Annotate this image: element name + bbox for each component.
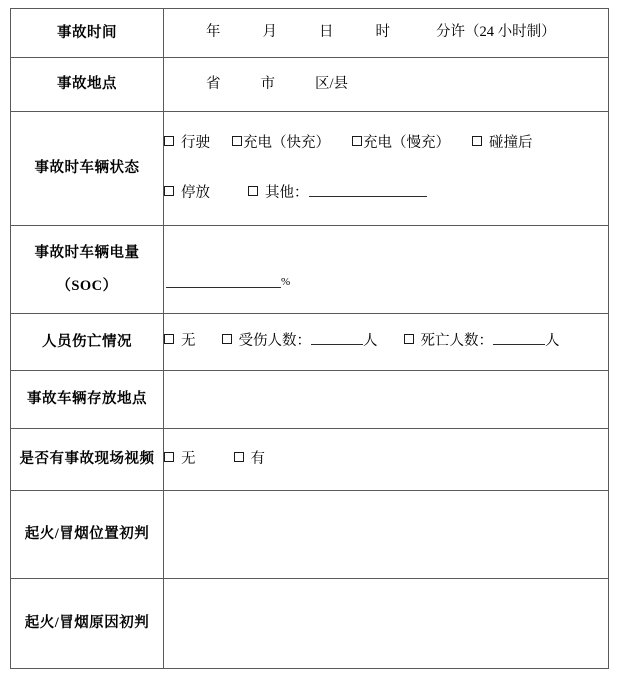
time-unit-day: 日	[319, 24, 334, 41]
row-label-scene-video	[11, 429, 164, 491]
row-value-accident-place[interactable]	[164, 58, 609, 112]
checkbox-deaths-icon[interactable]	[404, 334, 414, 344]
checkbox-slow-charge-icon[interactable]	[352, 136, 362, 146]
injured-count-blank[interactable]	[311, 344, 363, 345]
row-value-accident-time[interactable]	[164, 9, 609, 58]
row-label-vehicle-storage	[11, 371, 164, 429]
row-label-accident-place	[11, 58, 164, 112]
accident-report-table	[10, 8, 609, 669]
row-label-accident-time	[11, 9, 164, 58]
checkbox-injured-icon[interactable]	[222, 334, 232, 344]
deaths-count-blank[interactable]	[493, 344, 545, 345]
checkbox-driving-icon[interactable]	[164, 136, 174, 146]
table-row-casualty	[11, 314, 609, 371]
table-row-vehicle-state	[11, 112, 609, 226]
checkbox-fast-charge-icon[interactable]	[232, 136, 242, 146]
option-deaths-label: 死亡人数：	[420, 333, 493, 350]
row-label-casualty	[11, 314, 164, 371]
soc-percent-unit: %	[281, 275, 291, 288]
other-state-input-blank[interactable]	[309, 196, 427, 197]
table-row-vehicle-soc	[11, 226, 609, 314]
table-row-accident-place	[11, 58, 609, 112]
option-injured[interactable]	[222, 330, 378, 353]
place-unit-city: 市	[260, 75, 275, 92]
soc-entry	[164, 243, 608, 296]
place-unit-district: 区/县	[315, 75, 349, 92]
row-value-vehicle-storage[interactable]	[164, 371, 609, 429]
row-label-fire-cause	[11, 579, 164, 669]
option-parked[interactable]	[164, 182, 210, 205]
option-other[interactable]	[248, 182, 427, 205]
time-unit-hour: 时	[375, 24, 390, 41]
row-value-fire-position[interactable]	[164, 491, 609, 579]
label-text: 事故车辆存放地点	[27, 391, 147, 408]
checkbox-parked-icon[interactable]	[164, 186, 174, 196]
option-deaths-suffix: 人	[545, 333, 560, 350]
time-format-note: 分许（24 小时制）	[436, 24, 556, 41]
row-value-vehicle-state	[164, 112, 609, 226]
checkbox-other-icon[interactable]	[248, 186, 258, 196]
label-text: 起火/冒烟位置初判	[24, 526, 150, 543]
checkbox-video-no-icon[interactable]	[164, 452, 174, 462]
option-injured-suffix: 人	[363, 333, 378, 350]
place-unit-province: 省	[206, 75, 221, 92]
option-after-collision[interactable]	[472, 132, 533, 155]
option-no-casualty-label: 无	[181, 333, 196, 350]
label-text-line1: 事故时车辆电量	[34, 245, 140, 262]
table-row-accident-time	[11, 9, 609, 58]
option-parked-label: 停放	[181, 184, 210, 201]
label-text: 事故时间	[57, 24, 117, 41]
option-no-casualty[interactable]	[164, 330, 196, 353]
option-driving-label: 行驶	[181, 135, 210, 152]
label-text: 人员伤亡情况	[42, 333, 132, 350]
row-value-casualty	[164, 314, 609, 371]
table-row-fire-cause	[11, 579, 609, 669]
row-value-vehicle-soc	[164, 226, 609, 314]
row-value-fire-cause[interactable]	[164, 579, 609, 669]
checkbox-no-casualty-icon[interactable]	[164, 334, 174, 344]
row-value-scene-video	[164, 429, 609, 491]
label-text-line2: （SOC）	[56, 277, 118, 294]
row-label-vehicle-state	[11, 112, 164, 226]
option-slow-charge-label: 充电（慢充）	[363, 135, 450, 152]
option-video-yes-label: 有	[250, 450, 265, 467]
time-unit-year: 年	[206, 24, 221, 41]
vehicle-state-options-line2	[164, 182, 608, 205]
table-row-vehicle-storage	[11, 371, 609, 429]
table-row-scene-video	[11, 429, 609, 491]
checkbox-after-collision-icon[interactable]	[472, 136, 482, 146]
option-video-no-label: 无	[181, 450, 196, 467]
option-other-label: 其他：	[265, 184, 309, 201]
label-text: 事故地点	[57, 76, 117, 93]
option-fast-charge-label: 充电（快充）	[243, 135, 330, 152]
checkbox-video-yes-icon[interactable]	[234, 452, 244, 462]
time-unit-month: 月	[262, 24, 277, 41]
soc-input-blank[interactable]	[166, 287, 281, 288]
option-driving[interactable]	[164, 132, 210, 155]
option-injured-label: 受伤人数：	[238, 333, 311, 350]
option-slow-charge[interactable]	[352, 132, 450, 155]
option-deaths[interactable]	[404, 330, 560, 353]
vehicle-state-options-line1	[164, 132, 608, 155]
label-text: 是否有事故现场视频	[19, 451, 155, 468]
option-video-yes[interactable]	[234, 448, 266, 471]
row-label-vehicle-soc	[11, 226, 164, 314]
table-row-fire-position	[11, 491, 609, 579]
label-text: 起火/冒烟原因初判	[24, 615, 150, 632]
row-label-fire-position	[11, 491, 164, 579]
label-text: 事故时车辆状态	[34, 160, 140, 177]
option-after-collision-label: 碰撞后	[489, 135, 533, 152]
option-fast-charge[interactable]	[232, 132, 330, 155]
option-video-no[interactable]	[164, 448, 196, 471]
